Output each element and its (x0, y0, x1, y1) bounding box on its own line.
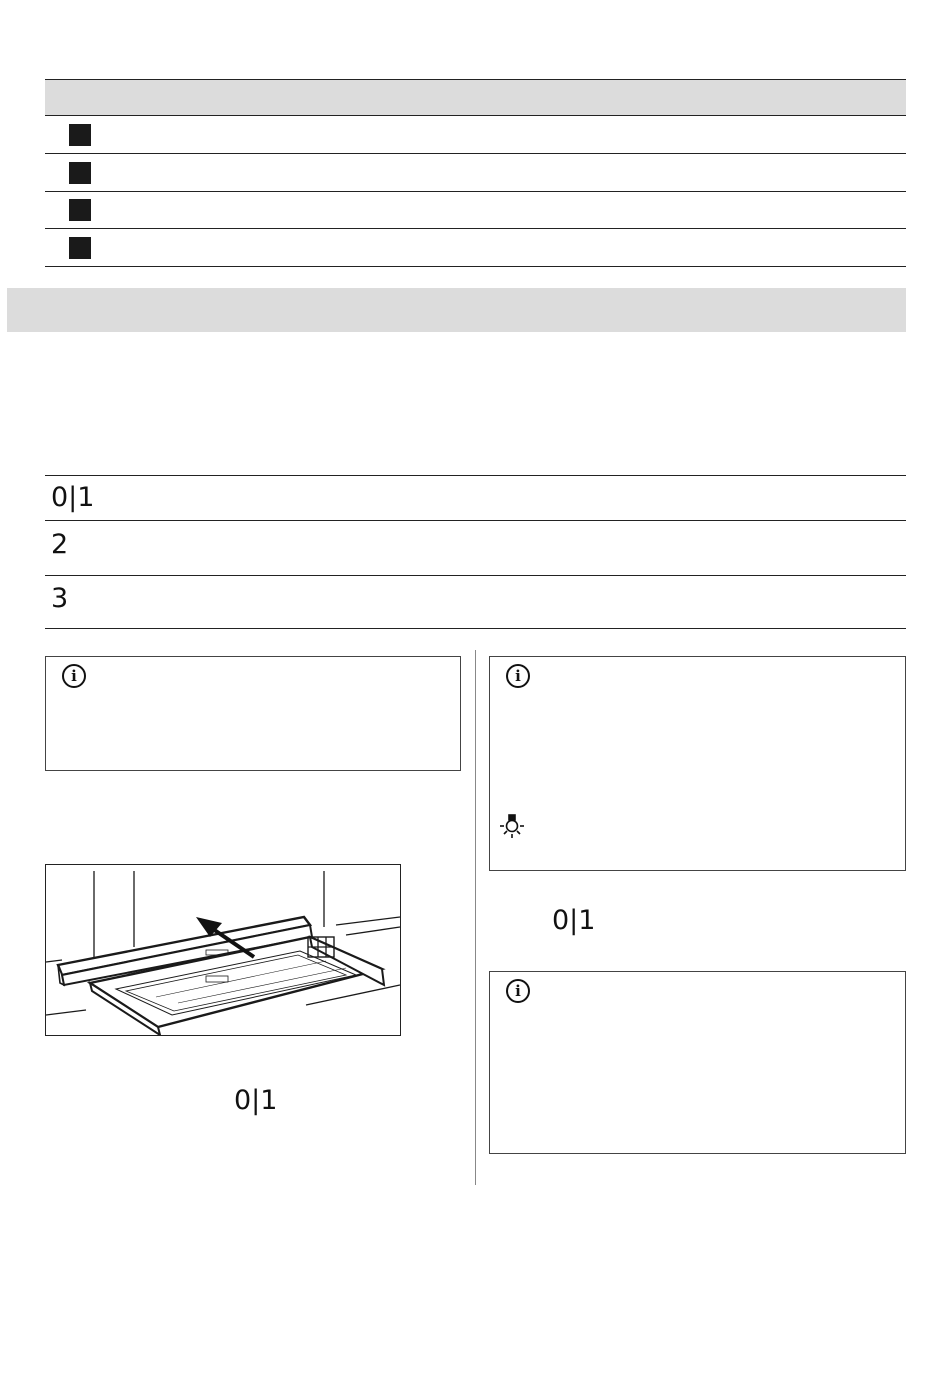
info-icon: i (62, 664, 86, 688)
table-row-rule (45, 191, 906, 192)
controls-row-rule (45, 575, 906, 576)
info-icon: i (506, 979, 530, 1003)
filled-square-icon (69, 162, 91, 184)
filled-square-icon (69, 237, 91, 259)
filled-square-icon (69, 199, 91, 221)
section-header-bar (7, 288, 906, 332)
table-header-rule (45, 115, 906, 116)
power-symbol: 0|1 (234, 1085, 278, 1116)
note-box-right-2 (489, 971, 906, 1154)
note-box-right-1 (489, 656, 906, 871)
speed-2-symbol: 2 (51, 529, 69, 560)
controls-top-rule (45, 475, 906, 476)
power-symbol: 0|1 (51, 482, 95, 513)
controls-row-rule (45, 520, 906, 521)
light-bulb-icon (499, 813, 525, 839)
table-bottom-rule (45, 266, 906, 267)
cooker-hood-slide-out-drawing (46, 865, 400, 1035)
note-box-left (45, 656, 461, 771)
column-divider (475, 650, 476, 1185)
speed-3-symbol: 3 (51, 583, 69, 614)
power-symbol: 0|1 (552, 905, 596, 936)
hood-illustration (45, 864, 401, 1036)
info-icon: i (506, 664, 530, 688)
controls-bottom-rule (45, 628, 906, 629)
table-header (45, 80, 906, 115)
filled-square-icon (69, 124, 91, 146)
table-row-rule (45, 228, 906, 229)
table-row-rule (45, 153, 906, 154)
table-top-rule (45, 79, 906, 80)
